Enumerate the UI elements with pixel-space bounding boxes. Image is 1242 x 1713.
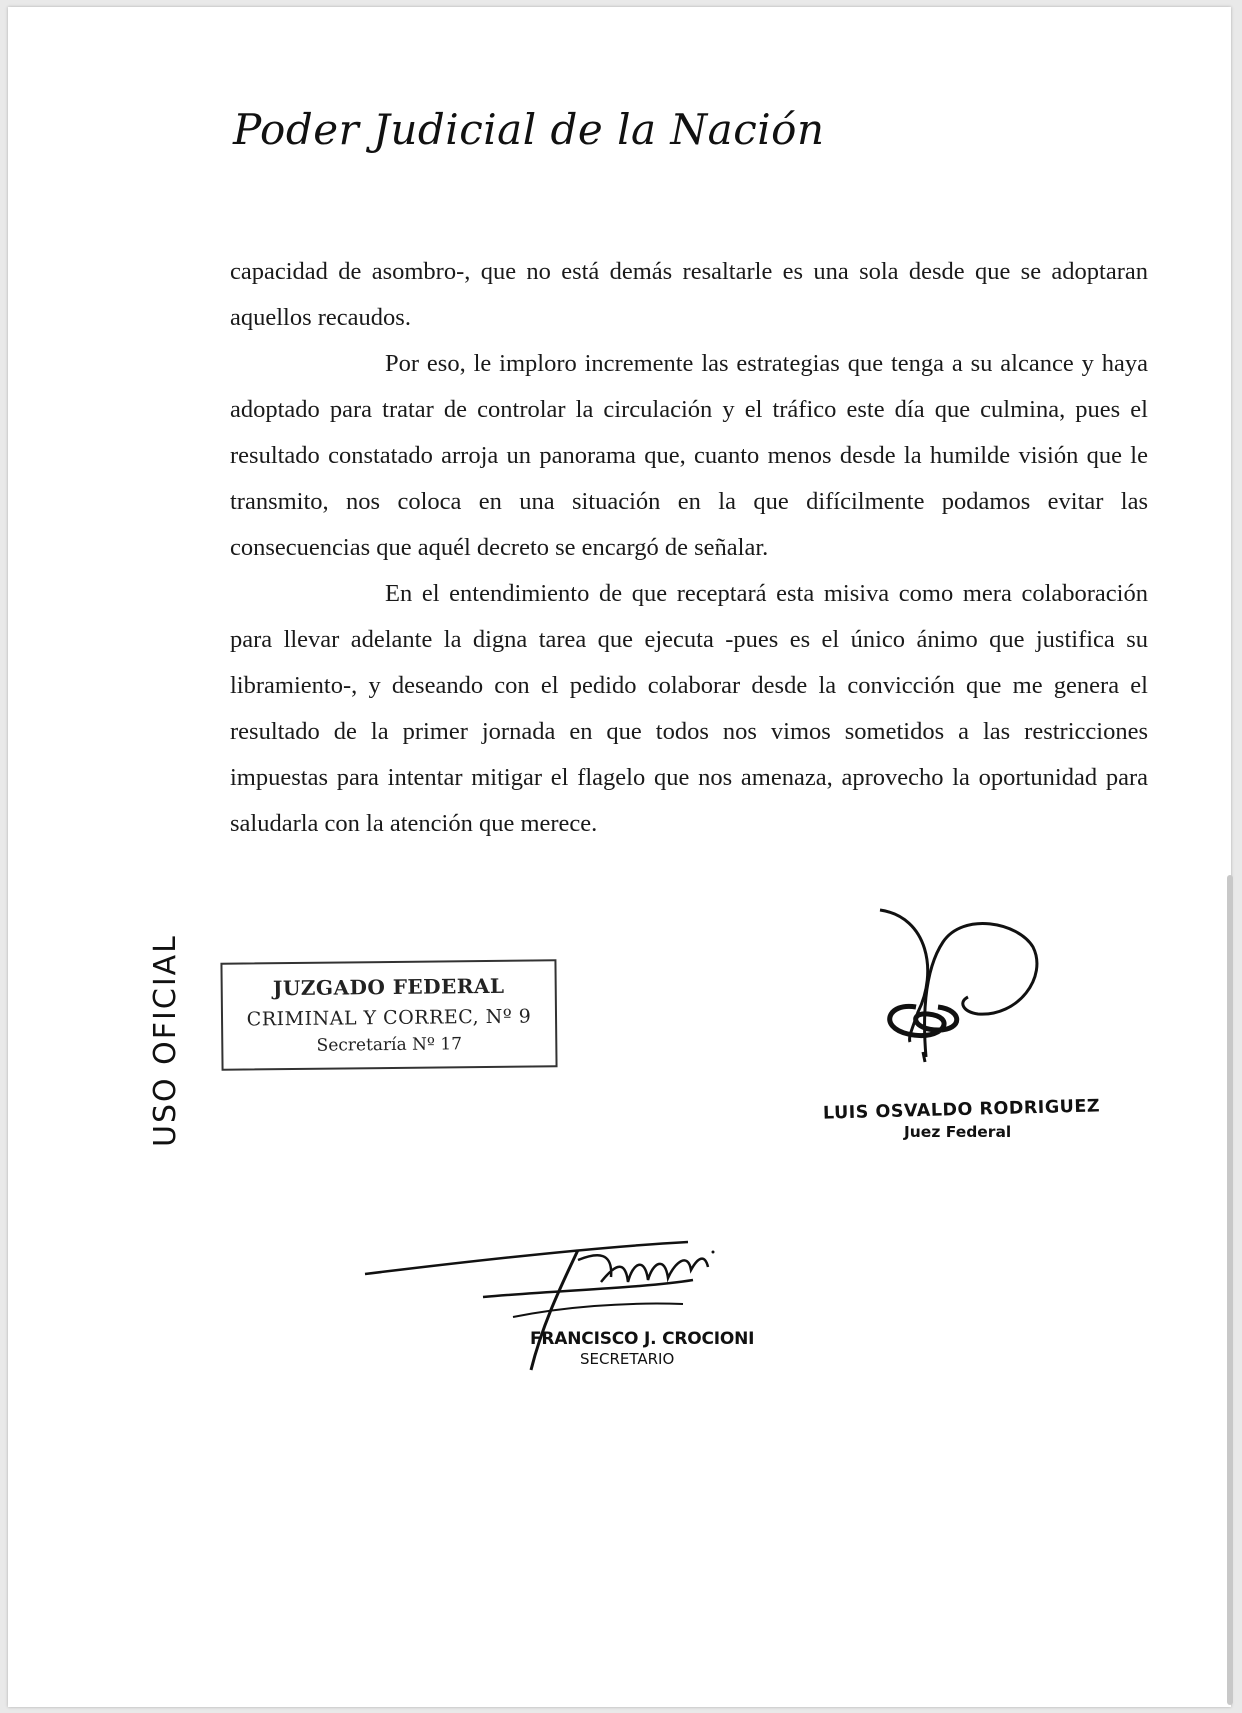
judge-signature: [868, 902, 1058, 1072]
paragraph-3: En el entendimiento de que receptará esta misiva como mera colaboración para llevar adelante la digna tarea que ejecuta -pues es el único ánimo que justifica su libramiento-, y deseando con el pedido colaborar desde la convicción que me genera el resultado de la primer jornada en que todos nos vimos sometidos a las restricciones impuestas para intentar mitigar el flagelo que nos amenaza, aprovecho la oportunidad para saludarla con la atención que merece.: [230, 580, 1148, 837]
secretary-signature: [363, 1222, 763, 1372]
document-page: [8, 7, 1231, 1707]
letterhead: Poder Judicial de la Nación: [233, 105, 825, 154]
stamp-line-1: JUZGADO FEDERAL: [272, 973, 505, 1001]
stamp-line-3: Secretaría Nº 17: [316, 1034, 463, 1056]
official-use-label: USO OFICIAL: [148, 934, 183, 1147]
letter-body: [230, 249, 1148, 847]
paragraph-2: Por eso, le imploro incremente las estrategias que tenga a su alcance y haya adoptado para tratar de controlar la circulación y el tráfico este día que culmina, pues el resultado constatado arroja un panorama que, cuanto menos desde la humilde visión que le transmito, nos coloca en una situación en la que difícilmente podamos evitar las consecuencias que aquél decreto se encargó de señalar.: [230, 350, 1148, 561]
stamp-line-2: CRIMINAL Y CORREC, Nº 9: [246, 1005, 532, 1031]
secretary-title: SECRETARIO: [580, 1350, 675, 1368]
paragraph-1: capacidad de asombro-, que no está demás resaltarle es una sola desde que se adoptaran aquellos recaudos.: [230, 258, 1148, 331]
judge-name: LUIS OSVALDO RODRIGUEZ: [822, 1096, 1101, 1124]
secretary-name: FRANCISCO J. CROCIONI: [530, 1329, 755, 1349]
scrollbar[interactable]: [1227, 875, 1233, 1705]
court-stamp: [220, 959, 557, 1071]
judge-title: Juez Federal: [904, 1123, 1012, 1141]
